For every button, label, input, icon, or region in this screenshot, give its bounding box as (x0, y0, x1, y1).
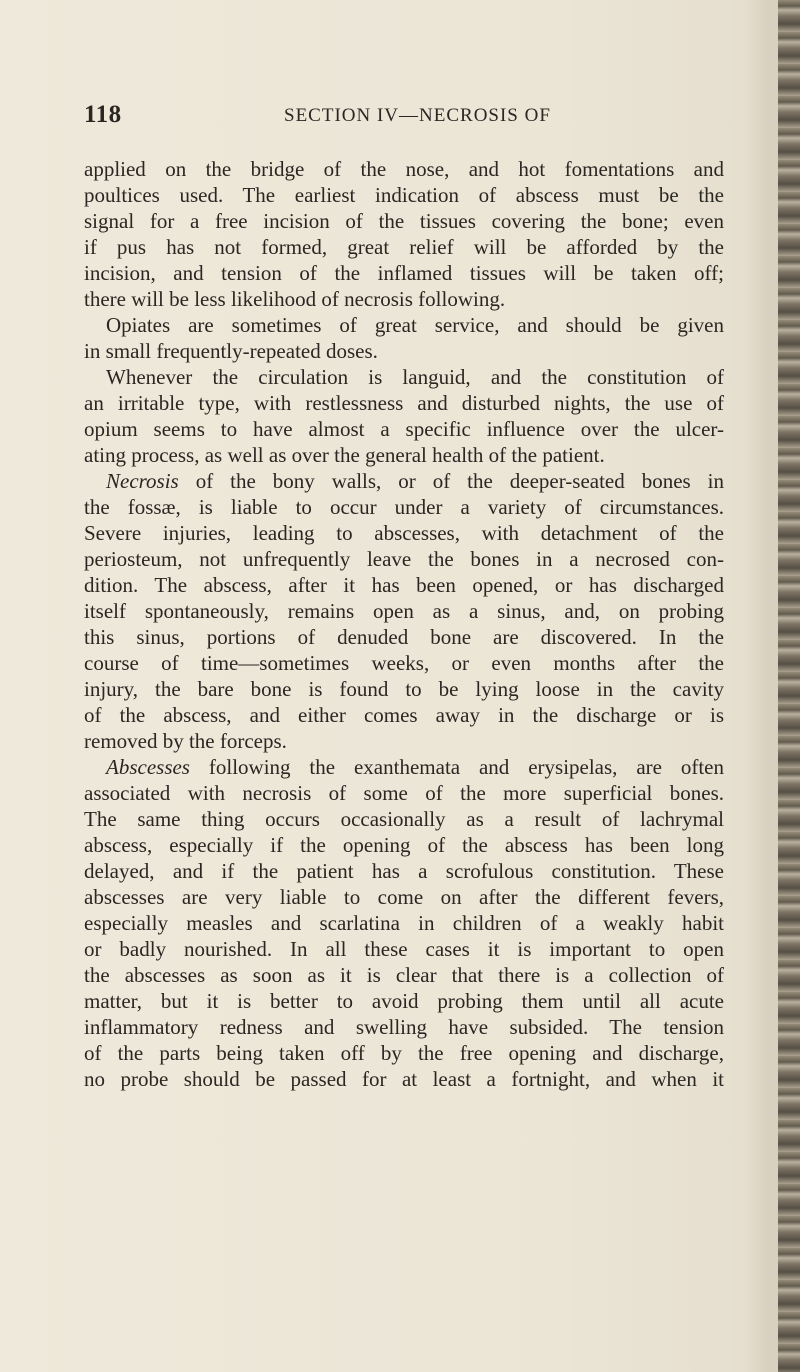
text-line: Necrosis of the bony walls, or of the deeper-seated bones in (106, 469, 724, 493)
text-line: opium seems to have almost a specific influence over the ulcer- (84, 417, 724, 441)
text-line: injury, the bare bone is found to be lying loose in the cavity (84, 677, 724, 701)
text-line: matter, but it is better to avoid probing them until all acute (84, 989, 724, 1013)
text-line: there will be less likelihood of necrosis following. (84, 287, 506, 311)
text-line: in small frequently-repeated doses. (84, 339, 378, 363)
page-number: 118 (84, 101, 122, 128)
text-line: abscess, especially if the opening of the abscess has been long (84, 833, 724, 857)
text-line: course of time—sometimes weeks, or even months after the (84, 651, 724, 675)
text-line: the abscesses as soon as it is clear that there is a collection of (84, 963, 724, 987)
text-line: no probe should be passed for at least a fortnight, and when it (84, 1067, 724, 1091)
text-line: Whenever the circulation is languid, and the constitution of (106, 365, 724, 389)
text-line: ating process, as well as over the general health of the patient. (84, 443, 605, 467)
text-line: abscesses are very liable to come on after the different fevers, (84, 885, 724, 909)
page-edge-shadow (778, 0, 800, 1372)
text-line: delayed, and if the patient has a scrofulous constitution. These (84, 859, 724, 883)
text-line: dition. The abscess, after it has been opened, or has discharged (84, 573, 724, 597)
text-line: an irritable type, with restlessness and disturbed nights, the use of (84, 391, 724, 415)
text-line: poultices used. The earliest indication of abscess must be the (84, 183, 724, 207)
text-line: associated with necrosis of some of the more superficial bones. (84, 781, 724, 805)
text-line: if pus has not formed, great relief will be afforded by the (84, 235, 724, 259)
text-line: this sinus, portions of denuded bone are discovered. In the (84, 625, 724, 649)
text-line: the fossæ, is liable to occur under a variety of circumstances. (84, 495, 724, 519)
text-line: incision, and tension of the inflamed tissues will be taken off; (84, 261, 724, 285)
page-header (84, 101, 724, 133)
text-line: periosteum, not unfrequently leave the bones in a necrosed con- (84, 547, 724, 571)
text-line: itself spontaneously, remains open as a sinus, and, on probing (84, 599, 724, 623)
text-line: The same thing occurs occasionally as a result of lachrymal (84, 807, 724, 831)
text-line: removed by the forceps. (84, 729, 287, 753)
italic-lead-abscesses: Abscesses (106, 755, 190, 779)
text-line: inflammatory redness and swelling have subsided. The tension (84, 1015, 724, 1039)
text-line: applied on the bridge of the nose, and hot fomentations and (84, 157, 724, 181)
body-text (84, 156, 724, 1092)
italic-lead-necrosis: Necrosis (106, 469, 179, 493)
text-line: Severe injuries, leading to abscesses, with detachment of the (84, 521, 724, 545)
text-line: Opiates are sometimes of great service, and should be given (106, 313, 724, 337)
text-line: Abscesses following the exanthemata and erysipelas, are often (106, 755, 724, 779)
text-line: of the parts being taken off by the free opening and discharge, (84, 1041, 724, 1065)
text-line: signal for a free incision of the tissues covering the bone; even (84, 209, 724, 233)
running-title: SECTION IV—NECROSIS OF (284, 105, 551, 126)
text-line: of the abscess, and either comes away in the discharge or is (84, 703, 724, 727)
text-line: especially measles and scarlatina in children of a weakly habit (84, 911, 724, 935)
text-line: or badly nourished. In all these cases it is important to open (84, 937, 724, 961)
